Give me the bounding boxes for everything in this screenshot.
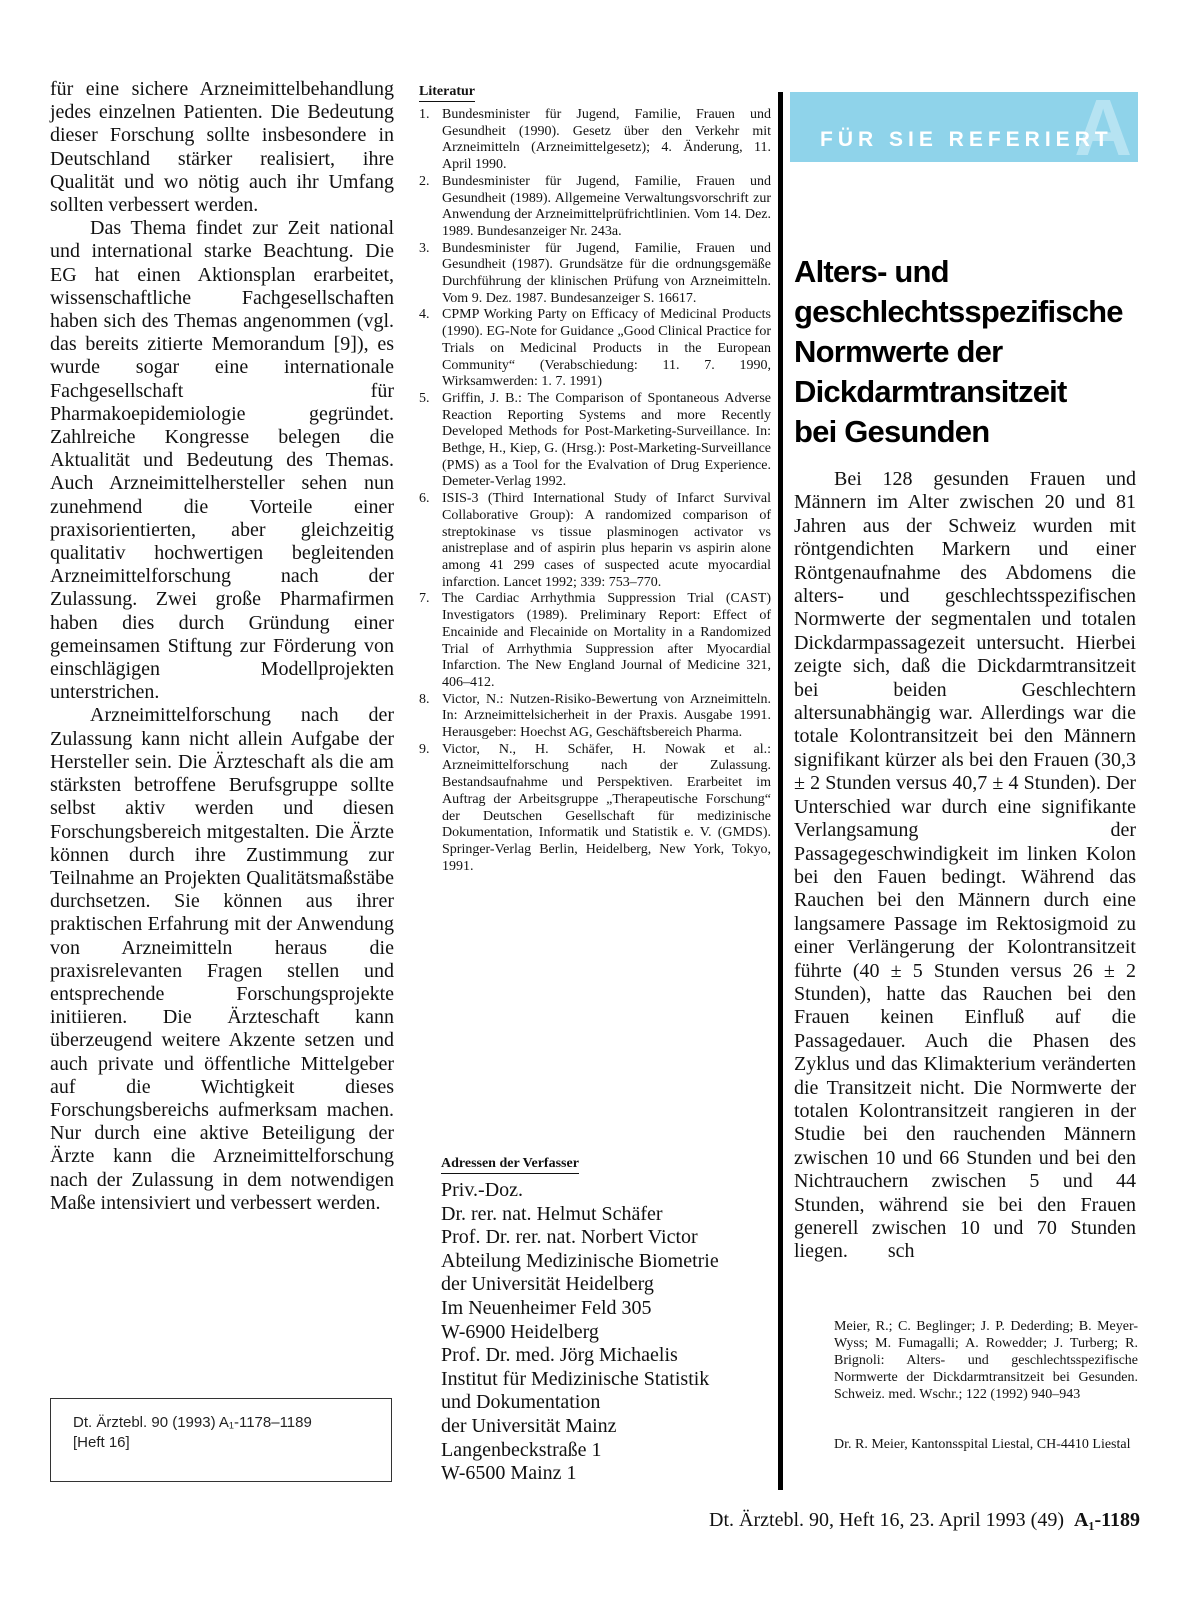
addresses-heading: Adressen der Verfasser: [441, 1156, 579, 1174]
abstract-paragraph: [794, 468, 1136, 1264]
reference-text: Victor, N.: Nutzen-Risiko-Bewertung von Arzneimitteln. In: Arzneimittelsicherheit in der Praxis. Ausgabe 1991. Herausgeber: Hoechst AG, Geschäftsbereich Pharma.: [442, 691, 771, 741]
headline-line: Normwerte der: [794, 334, 1003, 369]
address-line: und Dokumentation: [441, 1391, 601, 1414]
article-headline: [794, 252, 1154, 452]
body-paragraph: für eine sichere Arzneimittelbehandlung jedes einzelnen Patienten. Die Bedeutung dieser Forschung sollte insbesondere in Deutschland stärker realisiert, ihre Qualität und wo nötig auch ihr Umfang sollten verbessert werden.: [50, 78, 394, 217]
reference-list: [419, 107, 771, 875]
reference-text: ISIS-3 (Third International Study of Infarct Survival Collaborative Group): A randomized comparison of streptokinase vs tissue plasminogen activator vs anistreplase and of aspirin plus heparin vs aspirin alone among 41 299 cases of suspected acute myocardial infarction. Lancet 1992; 339: 753–770.: [442, 491, 771, 590]
body-paragraph: Das Thema findet zur Zeit national und international starke Beachtung. Die EG hat einen Aktionsplan erarbeitet, wissenschaftliche Fachgesellschaften haben sich des Themas angenommen (vgl. das bereits zitierte Memorandum [9]), es wurde sogar eine internationale Fachgesellschaft für Pharmakoepidemiologie gegründet. Zahlreiche Kongresse belegen die Aktualität und Bedeutung des Themas. Auch Arzneimittelhersteller sehen nun zunehmend die Vorteile einer praxisorientierten, aber gleichzeitig qualitativ hochwertigen begleitenden Arzneimittelforschung nach der Zulassung. Zwei große Pharmafirmen haben dies durch Gründung einer gemeinsamen Stiftung zur Förderung von einschlägigen Modellprojekten unterstrichen.: [50, 217, 394, 704]
reference-number: 3.: [419, 240, 430, 256]
reference-number: 6.: [419, 491, 430, 507]
address-line: Prof. Dr. med. Jörg Michaelis: [441, 1344, 678, 1367]
address-line: W-6900 Heidelberg: [441, 1320, 599, 1343]
reference-number: 5.: [419, 390, 430, 406]
address-line: Priv.-Doz.: [441, 1179, 524, 1201]
reference-item: [419, 742, 771, 876]
banner-title: FÜR SIE REFERIERT: [820, 128, 1113, 151]
reference-item: [419, 174, 771, 241]
reference-item: [419, 307, 771, 391]
reference-number: 8.: [419, 691, 430, 707]
literature-section: [419, 82, 771, 875]
address-line: Langenbeckstraße 1: [441, 1438, 602, 1461]
reference-item: [419, 241, 771, 308]
reference-text: Griffin, J. B.: The Comparison of Spontaneous Adverse Reaction Reporting Systems and more Recently Developed Methods for Post-Marketing-Surveillance. In: Bethge, H., Kiep, G. (Hrsg.): Post-Marketing-Surveillance (PMS) as a Tool for the Evalvation of Drug Experience. Demeter-Verlag 1992.: [442, 390, 771, 490]
reference-item: [419, 591, 771, 691]
address-line: W-6500 Mainz 1: [441, 1462, 577, 1485]
address-line: Im Neuenheimer Feld 305: [441, 1296, 652, 1319]
citation-line: Dt. Ärztebl. 90 (1993) A₁-1178–1189: [73, 1414, 312, 1431]
banner-letter: A: [1074, 92, 1132, 162]
reference-text: Bundesminister für Jugend, Familie, Frauen und Gesundheit (1990). Gesetz über den Verkehr mit Arzneimitteln (Arzneimittelgesetz); 4. Änderung, 11. April 1990.: [442, 107, 771, 173]
address-line: Dr. rer. nat. Helmut Schäfer: [441, 1202, 663, 1225]
page-number: A₁-1189: [1074, 1509, 1140, 1531]
page-footer: [600, 1508, 1140, 1532]
source-reference: Meier, R.; C. Beglinger; J. P. Dederding; B. Meyer-Wyss; M. Fumagalli; A. Rowedder; J. Turberg; R. Brignoli: Alters- und geschlechtsspezifische Normwerte der Dickdarmtransitzeit bei Gesunden. Schweiz. med. Wschr.; 122 (1992) 940–943: [834, 1319, 1138, 1402]
reference-text: Victor, N., H. Schäfer, H. Nowak et al.: Arzneimittelforschung nach der Zulassung. Bestandsaufnahme und Perspektiven. Erarbeitet im Auftrag der Arbeitsgruppe „Therapeutische Forschung“ der Deutschen Gesellschaft für medizinische Dokumentation, Informatik und Statistik e. V. (GMDS). Springer-Verlag Berlin, Heidelberg, New York, Tokyo, 1991.: [442, 741, 771, 874]
source-address: Dr. R. Meier, Kantonsspital Liestal, CH-4410 Liestal: [834, 1437, 1131, 1452]
reference-number: 9.: [419, 741, 430, 757]
reference-item: [419, 692, 771, 742]
address-line: Institut für Medizinische Statistik: [441, 1367, 710, 1390]
reference-text: CPMP Working Party on Efficacy of Medicinal Products (1990). EG-Note for Guidance „Good Clinical Practice for Trials on Medicinal Products in the European Community“ (Verabschiedung: 11. 7. 1990, Wirksamwerden: 1. 7. 1991): [442, 307, 771, 390]
address-line: Prof. Dr. rer. nat. Norbert Victor: [441, 1226, 698, 1249]
headline-line: geschlechtsspezifische: [794, 294, 1123, 329]
citation-box: [50, 1398, 392, 1482]
reference-number: 1.: [419, 107, 430, 122]
reference-number: 4.: [419, 307, 430, 323]
address-line: der Universität Heidelberg: [441, 1273, 654, 1296]
column-divider: [778, 92, 783, 1490]
literature-heading: Literatur: [419, 84, 475, 102]
body-paragraph: Arzneimittelforschung nach der Zulassung kann nicht allein Aufgabe der Hersteller sein. Die Ärzteschaft als die am stärksten betroffene Berufsgruppe sollte selbst aktiv werden und diesen Forschungsbereich mitgestalten. Die Ärzte können durch ihre Zustimmung zur Teilnahme an Projekten Qualitätsmaßstäbe durchsetzen. Sie können aus ihrer praktischen Erfahrung mit der Anwendung von Arzneimitteln heraus die praxisrelevanten Fragen stellen und entsprechende Forschungsprojekte initiieren. Die Ärzteschaft kann überzeugend weitere Akzente setzen und auch private und öffentliche Mittelgeber auf die Wichtigkeit dieses Forschungsbereichs aufmerksam machen. Nur durch eine aktive Beteiligung der Ärzte kann die Arzneimittelforschung nach der Zulassung in dem notwendigen Maße intensiviert und verbessert werden.: [50, 704, 394, 1214]
author-signature: sch: [887, 1240, 915, 1263]
reference-text: Bundesminister für Jugend, Familie, Frauen und Gesundheit (1987). Grundsätze für die ordnungsgemäße Durchführung der klinischen Prüfung von Arzneimitteln. Vom 9. Dez. 1987. Bundesanzeiger S. 16617.: [442, 240, 771, 306]
abstract-text: Bei 128 gesunden Frauen und Männern im Alter zwischen 20 und 81 Jahren aus der Schweiz wurden mit röntgendichten Markern und einer Röntgenaufnahme des Abdomens die alters- und geschlechtsspezifischen Normwerte der segmentalen und totalen Dickdarmpassagezeit untersucht. Hierbei zeigte sich, daß die Dickdarmtransitzeit bei beiden Geschlechtern altersunabhängig war. Allerdings war die totale Kolontransitzeit bei den Männern signifikant kürzer als bei den Frauen (30,3 ± 2 Stunden versus 40,7 ± 4 Stunden). Der Unterschied war durch eine signifikante Verlangsamung der Passagegeschwindigkeit im linken Kolon bei den Fauen bedingt. Während das Rauchen bei den Männern durch eine langsamere Passage im Rektosigmoid zu einer Verlängerung der Kolontransitzeit führte (40 ± 5 Stunden versus 26 ± 2 Stunden), hatte das Rauchen bei den Frauen keinen Einfluß auf die Passagedauer. Auch die Phasen des Zyklus und das Klimakterium veränderten die Transitzeit nicht. Die Normwerte der totalen Kolontransitzeit rangieren in der Studie bei den rauchenden Männern zwischen 10 und 66 Stunden und bei den Nichtrauchern zwischen 5 und 44 Stunden, während sie bei den Frauen generell zwischen 10 und 70 Stunden liegen.: [794, 468, 1136, 1263]
left-column: [50, 78, 394, 1215]
reference-number: 2.: [419, 173, 430, 189]
reference-item: [419, 491, 771, 591]
address-line: der Universität Mainz: [441, 1414, 617, 1437]
address-line: Abteilung Medizinische Biometrie: [441, 1249, 719, 1272]
reference-item: [419, 391, 771, 491]
section-banner: [790, 92, 1138, 162]
reference-item: [419, 107, 771, 174]
headline-line: Dickdarmtransitzeit: [794, 374, 1067, 409]
author-addresses: [441, 1179, 781, 1486]
journal-info: Dt. Ärztebl. 90, Heft 16, 23. April 1993 (49): [709, 1509, 1064, 1531]
reference-text: Bundesminister für Jugend, Familie, Frauen und Gesundheit (1989). Allgemeine Verwaltungsvorschrift zur Anwendung der Arzneimittelprüfrichtlinien. Vom 14. Dez. 1989. Bundesanzeiger Nr. 243a.: [442, 173, 771, 239]
headline-line: bei Gesunden: [794, 414, 990, 449]
headline-line: Alters- und: [794, 254, 949, 289]
reference-number: 7.: [419, 591, 430, 607]
citation-issue: [Heft 16]: [73, 1434, 130, 1451]
reference-text: The Cardiac Arrhythmia Suppression Trial (CAST) Investigators (1989). Preliminary Report: Effect of Encainide and Flecainide on Mortality in a Randomized Trial of Arrhythmia Suppression after Myocardial Infarction. The New England Journal of Medicine 321, 406–412.: [442, 591, 771, 690]
